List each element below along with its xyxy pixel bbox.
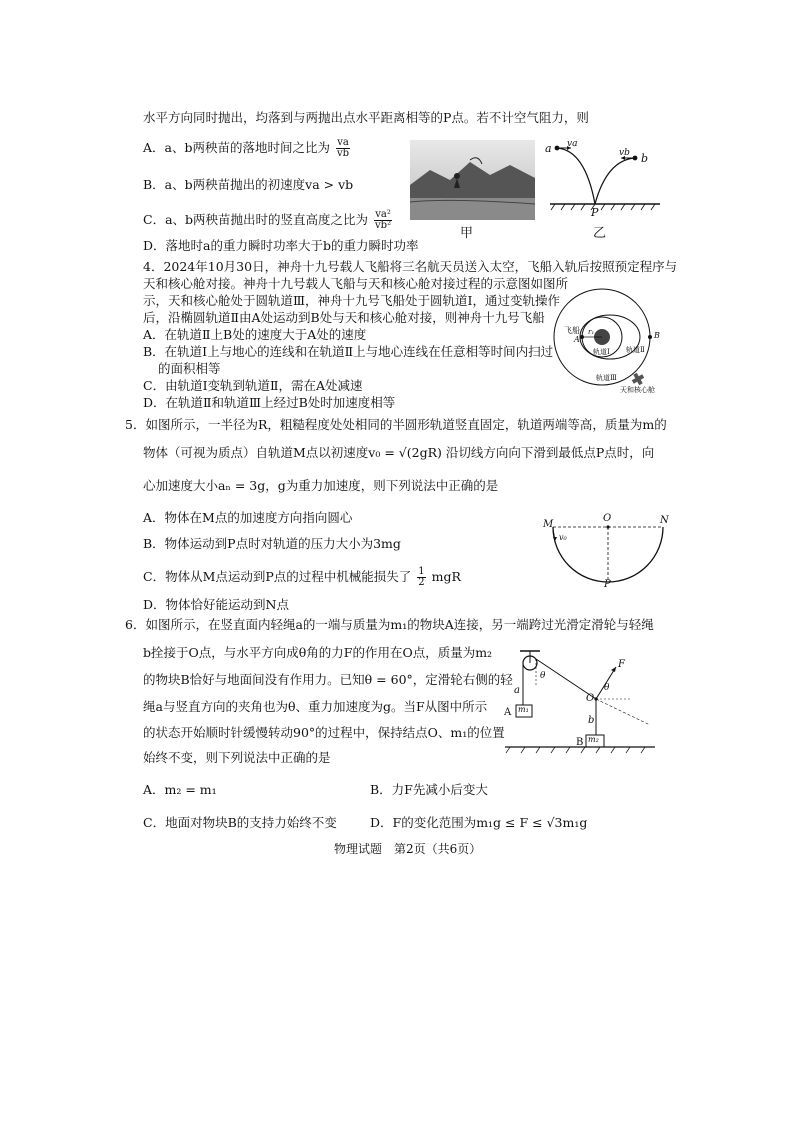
- q3-figure-jia-caption: 甲: [460, 226, 474, 241]
- q6-stem-line-5: 的状态开始顺时针缓慢转动90°的过程中，保持结点O、m₁的位置: [143, 725, 505, 740]
- label-orbit-A: A: [574, 335, 580, 344]
- q5-option-d: D．物体恰好能运动到N点: [143, 597, 289, 612]
- label-orbit-B: B: [654, 331, 660, 340]
- q6-stem-line-1: 6．如图所示，在竖直面内轻绳a的一端与质量为m₁的物块A连接，另一端跨过光滑定滑轮与轻绳: [125, 617, 654, 632]
- q3-option-a-fraction: $\frac{va}{vb}$: [336, 137, 350, 159]
- label-M: M: [543, 519, 554, 530]
- q6-stem-line-4: 绳a与竖直方向的夹角也为θ、重力加速度为g。当F从图中所示: [143, 699, 488, 714]
- q4-option-c: C．由轨道Ⅰ变轨到轨道Ⅱ，需在A处减速: [143, 378, 363, 393]
- q5-option-b: B．物体运动到P点时对轨道的压力大小为3mg: [143, 536, 401, 551]
- q4-option-b-line-2: 的面积相等: [158, 361, 221, 376]
- q4-stem-line-4: 后，沿椭圆轨道Ⅱ由A处运动到B处与天和核心舱对接，则神舟十九号飞船: [143, 310, 545, 325]
- label-theta-rope: θ: [540, 671, 546, 681]
- label-block-B: B: [576, 737, 584, 748]
- q3-option-a: A．a、b两秧苗的落地时间之比为 $\frac{va}{vb}$: [143, 137, 350, 159]
- q3-option-c-fraction: $\frac{\text{va²}}{\text{vb²}}$: [375, 209, 392, 231]
- q6-stem-line-2: b拴接于O点，与水平方向成θ角的力F的作用在O点，质量为m₂: [143, 645, 493, 660]
- q5-option-c-fraction: $\frac{1}{2}$: [418, 566, 425, 588]
- label-theta-force: θ: [604, 683, 610, 693]
- label-r1: r₁: [588, 328, 595, 336]
- label-O: O: [603, 513, 612, 524]
- q3-figure-yi: [545, 140, 665, 240]
- q5-stem-line-2: 物体（可视为质点）自轨道M点以初速度v₀ = √(2gR) 沿切线方向向下滑到最低点P点时，向: [143, 445, 655, 460]
- q6-option-b: B．力F先减小后变大: [370, 782, 488, 797]
- q5-stem-line-1: 5．如图所示，一半径为R，粗糙程度处处相同的半圆形轨道竖直固定，轨道两端等高，质量为m的: [125, 417, 667, 432]
- label-rope-b: b: [588, 715, 595, 726]
- q3-option-c: C．a、b两秧苗抛出时的竖直高度之比为 $\frac{\text{va²}}{\text{vb²}}$: [143, 209, 392, 231]
- q6-pulley-figure: [500, 645, 660, 755]
- q3-option-b: B．a、b两秧苗抛出的初速度va > vb: [143, 177, 354, 192]
- q4-orbit-figure: [550, 275, 680, 395]
- label-va: va: [567, 139, 578, 149]
- page-footer: 物理试题 第2页（共6页）: [334, 842, 482, 856]
- label-block-A: A: [504, 707, 512, 718]
- label-rope-a: a: [514, 685, 520, 696]
- q3-stem: 水平方向同时抛出，均落到与两抛出点水平距离相等的P点。若不计空气阻力，则: [143, 110, 589, 125]
- label-station: 天和核心舱: [620, 386, 655, 394]
- q3-option-d: D．落地时a的重力瞬时功率大于b的重力瞬时功率: [143, 238, 419, 253]
- label-knot-O: O: [586, 693, 595, 704]
- label-b: b: [641, 152, 649, 165]
- q4-option-b-line-1: B．在轨道Ⅰ上与地心的连线和在轨道Ⅱ上与地心连线在任意相等时间内扫过: [143, 344, 554, 359]
- label-P: P: [591, 206, 599, 219]
- label-v0: v₀: [559, 533, 567, 542]
- label-vb: vb: [619, 148, 630, 158]
- q4-stem-line-2: 天和核心舱对接。神舟十九号载人飞船与天和核心舱对接过程的示意图如图所: [143, 276, 569, 291]
- label-m1: m₁: [518, 705, 529, 714]
- q3-figure-yi-caption: 乙: [593, 226, 607, 241]
- label-orbit-1: 轨道Ⅰ: [593, 348, 610, 356]
- q6-stem-line-6: 始终不变，则下列说法中正确的是: [143, 750, 331, 765]
- q6-option-d: D．F的变化范围为m₁g ≤ F ≤ √3m₁g: [370, 815, 588, 830]
- q6-stem-line-3: 的物块B恰好与地面间没有作用力。已知θ = 60°，定滑轮右侧的轻: [143, 672, 513, 687]
- q4-stem-line-1: 4．2024年10月30日，神舟十九号载人飞船将三名航天员送入太空，飞船入轨后按照预定程序与: [143, 259, 678, 274]
- q5-option-a: A．物体在M点的加速度方向指向圆心: [143, 510, 353, 525]
- q4-option-a: A．在轨道Ⅱ上B处的速度大于A处的速度: [143, 327, 367, 342]
- label-P-track: P: [604, 579, 611, 590]
- q6-option-c: C．地面对物块B的支持力始终不变: [143, 815, 337, 830]
- label-ship: 飞船: [564, 326, 580, 335]
- label-m2: m₂: [588, 735, 599, 744]
- q5-option-c: C．物体从M点运动到P点的过程中机械能损失了 $\frac{1}{2}$ mgR: [143, 566, 461, 588]
- q4-option-d: D．在轨道Ⅱ和轨道Ⅲ上经过B处时加速度相等: [143, 395, 396, 410]
- label-force-F: F: [618, 659, 625, 670]
- q3-figure-jia: [410, 140, 535, 240]
- label-a: a: [545, 142, 552, 155]
- q4-stem-line-3: 示，天和核心舱处于圆轨道Ⅲ，神舟十九号飞船处于圆轨道Ⅰ，通过变轨操作: [143, 293, 560, 308]
- label-orbit-3: 轨道Ⅲ: [596, 374, 617, 382]
- label-N: N: [660, 515, 669, 526]
- q5-track-figure: [545, 515, 670, 590]
- q5-stem-line-3: 心加速度大小aₙ = 3g，g为重力加速度，则下列说法中正确的是: [143, 478, 499, 493]
- label-orbit-2: 轨道Ⅱ: [626, 346, 645, 354]
- q6-option-a: A．m₂ = m₁: [143, 782, 217, 797]
